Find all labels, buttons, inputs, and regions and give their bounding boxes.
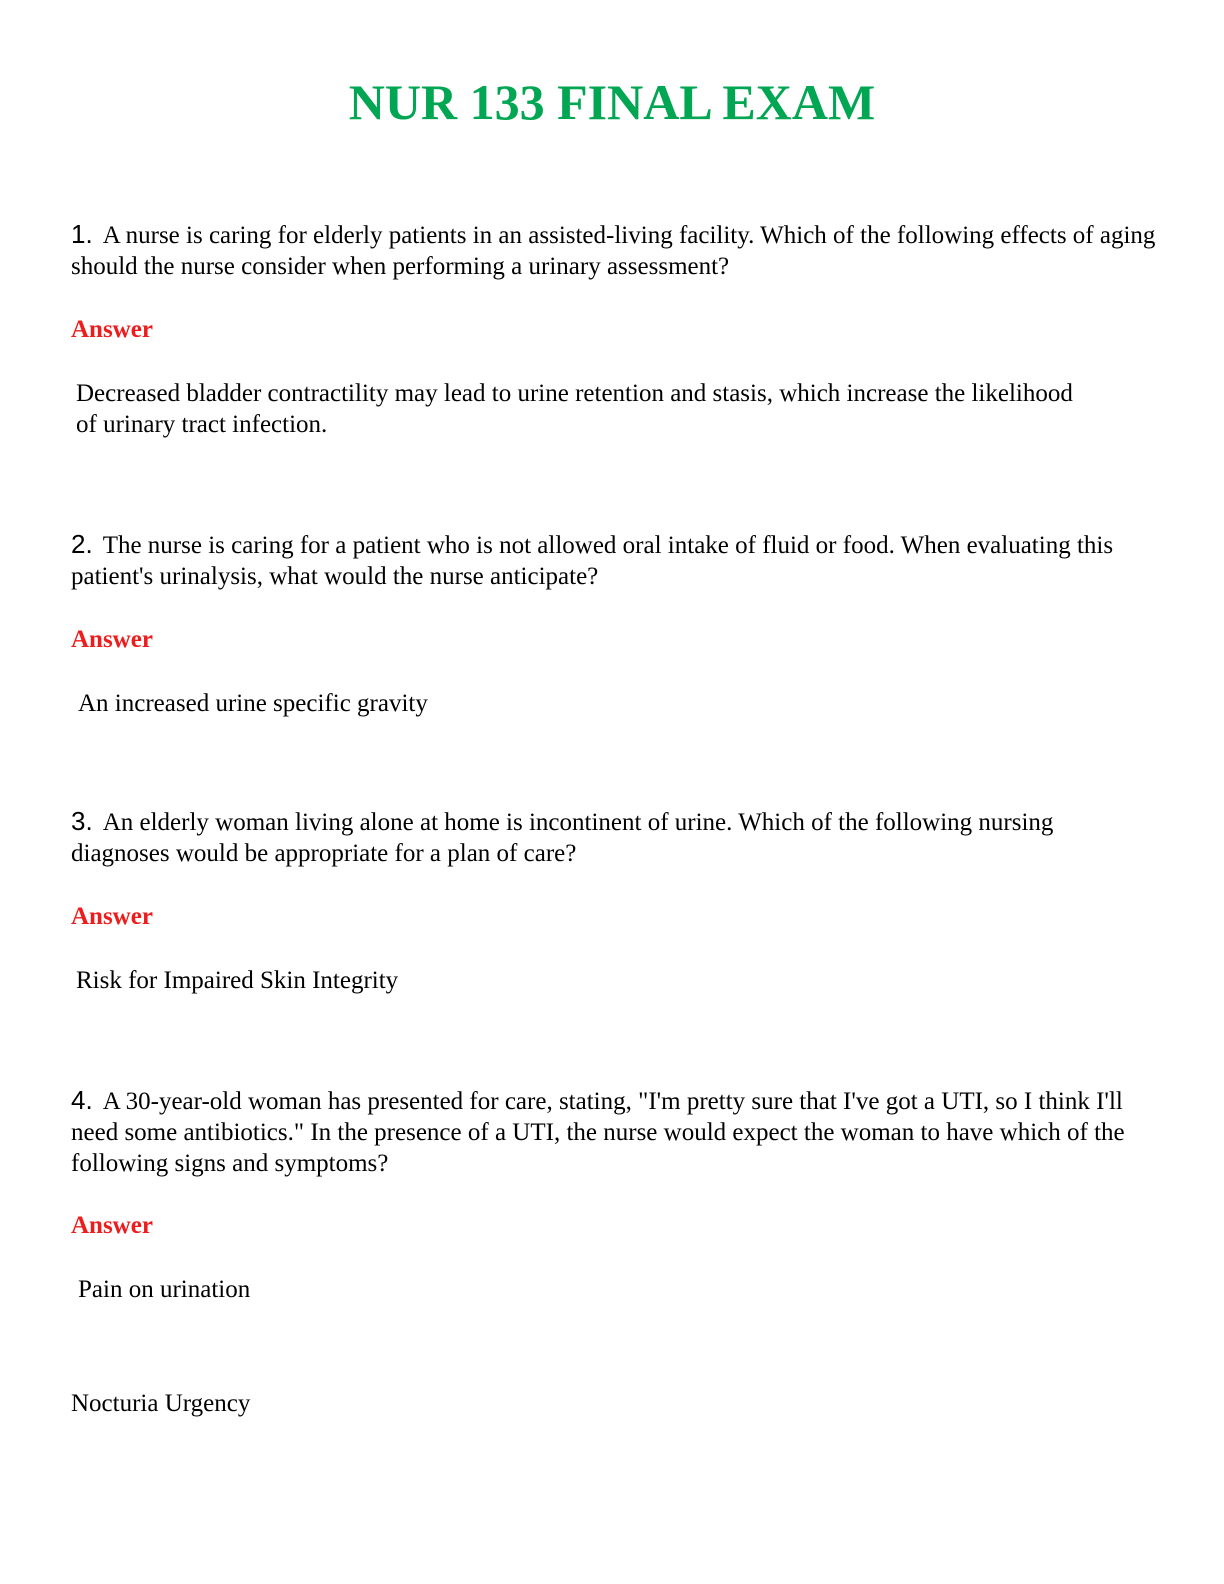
question-1 <box>71 219 1156 282</box>
answer-text: An increased urine specific gravity <box>78 690 428 717</box>
question-text: An elderly woman living alone at home is incontinent of urine. Which of the following nursing diagnoses would be appropriate for a plan of care? <box>71 809 1054 867</box>
answer-text: Pain on urination <box>78 1276 251 1303</box>
question-number: 3. <box>71 806 93 836</box>
answer-label: Answer <box>71 626 153 653</box>
question-number: 4. <box>71 1085 93 1115</box>
question-number: 1. <box>71 219 93 249</box>
answer-text: Risk for Impaired Skin Integrity <box>76 967 399 994</box>
question-number: 2. <box>71 529 93 559</box>
answer-label: Answer <box>71 316 153 343</box>
question-4 <box>71 1085 1141 1179</box>
answer-label: Answer <box>71 1212 153 1239</box>
page-title: NUR 133 FINAL EXAM <box>348 74 876 130</box>
answer-extra-text: Nocturia Urgency <box>71 1390 251 1417</box>
answer-text: Decreased bladder contractility may lead to urine retention and stasis, which increase the likelihood of urinary tract infection. <box>76 380 1073 438</box>
answer-label: Answer <box>71 903 153 930</box>
question-2 <box>71 529 1156 592</box>
question-text: A nurse is caring for elderly patients in an assisted-living facility. Which of the following effects of aging should the nurse consider when performing a urinary assessment? <box>71 222 1156 280</box>
question-text: The nurse is caring for a patient who is not allowed oral intake of fluid or food. When evaluating this patient's urinalysis, what would the nurse anticipate? <box>71 532 1114 590</box>
question-3 <box>71 806 1081 869</box>
question-text: A 30-year-old woman has presented for care, stating, "I'm pretty sure that I've got a UTI, so I think I'll need some antibiotics." In the presence of a UTI, the nurse would expect the woman to have which of the following signs and symptoms? <box>71 1088 1125 1177</box>
